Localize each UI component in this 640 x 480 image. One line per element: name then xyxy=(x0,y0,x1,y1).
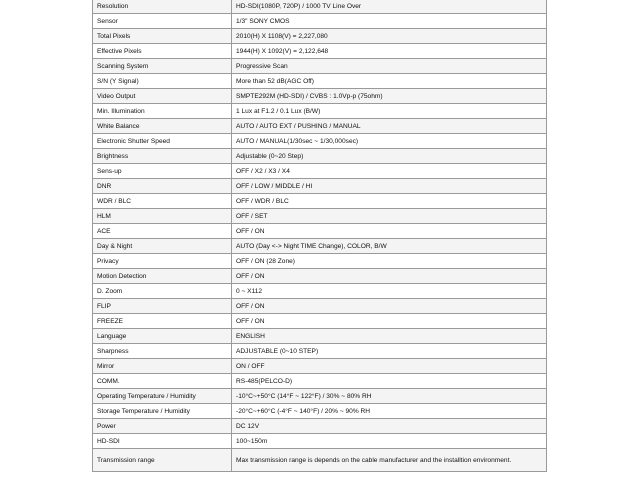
spec-label: Operating Temperature / Humidity xyxy=(93,389,232,404)
spec-row-video-output xyxy=(93,89,547,104)
spec-row-language xyxy=(93,329,547,344)
spec-row-digital-zoom xyxy=(93,284,547,299)
spec-row-hlm xyxy=(93,209,547,224)
spec-row-sensor xyxy=(93,14,547,29)
spec-row-signal-noise xyxy=(93,74,547,89)
spec-value: DC 12V xyxy=(232,419,547,434)
spec-row-effective-pixels xyxy=(93,44,547,59)
spec-row-min-illumination xyxy=(93,104,547,119)
spec-label: ACE xyxy=(93,224,232,239)
spec-label: FREEZE xyxy=(93,314,232,329)
spec-row-sens-up xyxy=(93,164,547,179)
spec-row-freeze xyxy=(93,314,547,329)
spec-value: AUTO (Day <-> Night TIME Change), COLOR, B/W xyxy=(232,239,547,254)
spec-value: -10°C~+50°C (14°F ~ 122°F) / 30% ~ 80% RH xyxy=(232,389,547,404)
spec-value: 2010(H) X 1108(V) = 2,227,080 xyxy=(232,29,547,44)
spec-value: OFF / WDR / BLC xyxy=(232,194,547,209)
spec-value: 1/3" SONY CMOS xyxy=(232,14,547,29)
spec-value: ADJUSTABLE (0~10 STEP) xyxy=(232,344,547,359)
spec-label: Privacy xyxy=(93,254,232,269)
spec-row-mirror xyxy=(93,359,547,374)
spec-value: Max transmission range is depends on the cable manufacturer and the installtion environment. xyxy=(232,449,547,472)
spec-row-flip xyxy=(93,299,547,314)
spec-label: Electronic Shutter Speed xyxy=(93,134,232,149)
spec-row-resolution xyxy=(93,0,547,14)
spec-row-shutter-speed xyxy=(93,134,547,149)
spec-value: HD-SDI(1080P, 720P) / 1000 TV Line Over xyxy=(232,0,547,14)
spec-value: 0 ~ X112 xyxy=(232,284,547,299)
spec-value: OFF / ON xyxy=(232,224,547,239)
spec-value: 1 Lux at F1.2 / 0.1 Lux (B/W) xyxy=(232,104,547,119)
spec-row-white-balance xyxy=(93,119,547,134)
spec-value: OFF / ON (28 Zone) xyxy=(232,254,547,269)
spec-value: ENGLISH xyxy=(232,329,547,344)
spec-label: Resolution xyxy=(93,0,232,14)
spec-value: -20°C~+60°C (-4°F ~ 140°F) / 20% ~ 90% RH xyxy=(232,404,547,419)
spec-value: SMPTE292M (HD-SDI) / CVBS : 1.0Vp-p (75ohm) xyxy=(232,89,547,104)
spec-label: Transmission range xyxy=(93,449,232,472)
spec-value: AUTO / MANUAL(1/30sec ~ 1/30,000sec) xyxy=(232,134,547,149)
spec-label: Video Output xyxy=(93,89,232,104)
spec-label: FLIP xyxy=(93,299,232,314)
spec-label: Min. Illumination xyxy=(93,104,232,119)
spec-value: Adjustable (0~20 Step) xyxy=(232,149,547,164)
spec-label: Scanning System xyxy=(93,59,232,74)
spec-value: Progressive Scan xyxy=(232,59,547,74)
spec-label: Sharpness xyxy=(93,344,232,359)
spec-label: Language xyxy=(93,329,232,344)
spec-value: RS-485(PELCO-D) xyxy=(232,374,547,389)
spec-label: Brightness xyxy=(93,149,232,164)
spec-label: Power xyxy=(93,419,232,434)
spec-row-comm xyxy=(93,374,547,389)
spec-value: OFF / SET xyxy=(232,209,547,224)
spec-row-motion-detection xyxy=(93,269,547,284)
spec-row-storage-temperature xyxy=(93,404,547,419)
spec-label: Total Pixels xyxy=(93,29,232,44)
spec-row-ace xyxy=(93,224,547,239)
specification-table-body xyxy=(93,0,547,472)
spec-value: ON / OFF xyxy=(232,359,547,374)
spec-label: D. Zoom xyxy=(93,284,232,299)
spec-row-day-night xyxy=(93,239,547,254)
spec-row-sharpness xyxy=(93,344,547,359)
spec-value: 100~150m xyxy=(232,434,547,449)
spec-label: Motion Detection xyxy=(93,269,232,284)
spec-value: OFF / LOW / MIDDLE / HI xyxy=(232,179,547,194)
spec-value: OFF / ON xyxy=(232,269,547,284)
spec-value: OFF / ON xyxy=(232,299,547,314)
spec-row-scanning-system xyxy=(93,59,547,74)
spec-row-transmission-range xyxy=(93,449,547,472)
spec-label: White Balance xyxy=(93,119,232,134)
spec-row-brightness xyxy=(93,149,547,164)
spec-label: HD-SDI xyxy=(93,434,232,449)
spec-label: Sens-up xyxy=(93,164,232,179)
spec-label: Day & Night xyxy=(93,239,232,254)
specification-table xyxy=(92,0,547,472)
spec-label: COMM. xyxy=(93,374,232,389)
spec-value: AUTO / AUTO EXT / PUSHING / MANUAL xyxy=(232,119,547,134)
spec-value: OFF / X2 / X3 / X4 xyxy=(232,164,547,179)
spec-label: S/N (Y Signal) xyxy=(93,74,232,89)
spec-label: Mirror xyxy=(93,359,232,374)
spec-label: DNR xyxy=(93,179,232,194)
spec-row-privacy xyxy=(93,254,547,269)
spec-label: Effective Pixels xyxy=(93,44,232,59)
spec-value: 1944(H) X 1092(V) = 2,122,648 xyxy=(232,44,547,59)
spec-row-power xyxy=(93,419,547,434)
spec-value: More than 52 dB(AGC Off) xyxy=(232,74,547,89)
spec-value: OFF / ON xyxy=(232,314,547,329)
spec-row-total-pixels xyxy=(93,29,547,44)
spec-label: Sensor xyxy=(93,14,232,29)
spec-row-dnr xyxy=(93,179,547,194)
spec-label: Storage Temperature / Humidity xyxy=(93,404,232,419)
spec-row-hd-sdi xyxy=(93,434,547,449)
spec-row-wdr-blc xyxy=(93,194,547,209)
spec-row-operating-temperature xyxy=(93,389,547,404)
spec-label: HLM xyxy=(93,209,232,224)
spec-label: WDR / BLC xyxy=(93,194,232,209)
